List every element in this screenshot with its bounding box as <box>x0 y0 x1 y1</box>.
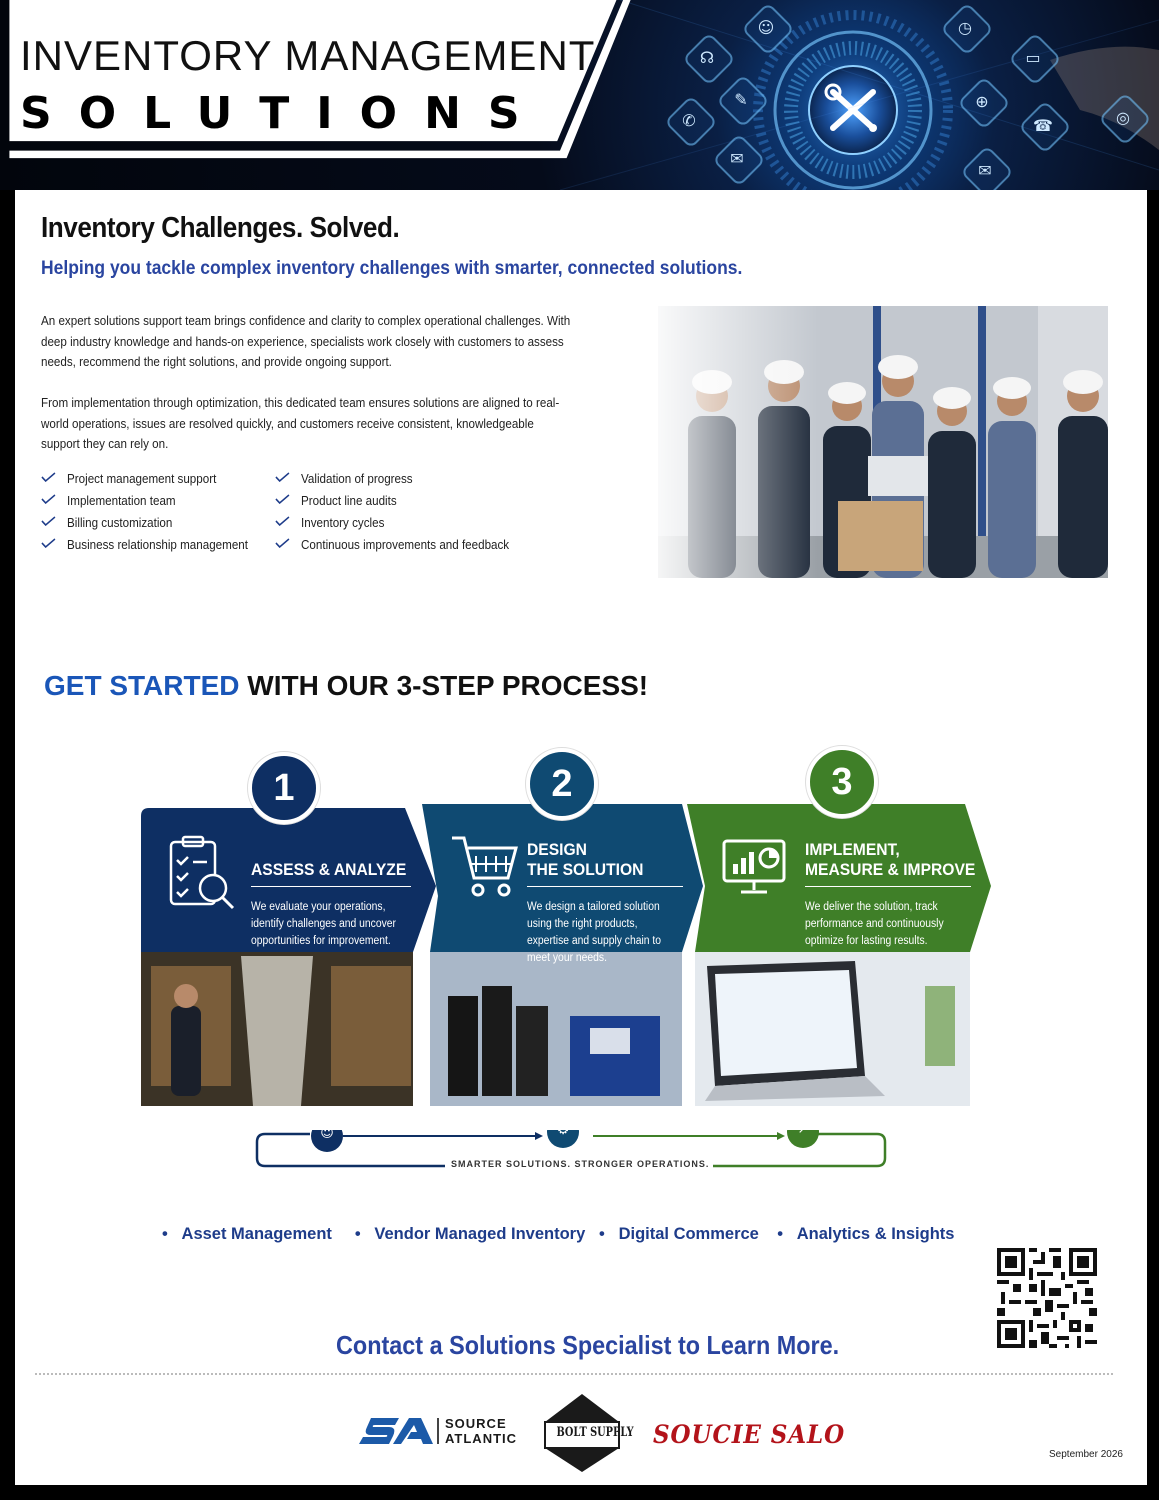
check-icon <box>41 516 56 526</box>
shopping-cart-icon <box>450 832 520 902</box>
checklist-label: Continuous improvements and feedback <box>301 538 510 552</box>
service-bullet: • <box>162 1225 182 1243</box>
service-item: Analytics & Insights <box>796 1225 955 1243</box>
checklist-item <box>41 472 216 486</box>
check-icon <box>275 538 290 548</box>
bolt-supply-logo <box>543 1392 634 1479</box>
service-item: Asset Management <box>181 1225 332 1243</box>
step-title: IMPLEMENT, <box>805 840 900 859</box>
intro-paragraph-2: From implementation through optimization, this dedicated team ensures solutions are aligned to real-world operations, issues are resolved quickly, and customers receive consistent, knowledgeable support they can rely on. <box>41 396 560 451</box>
step-title: ASSESS & ANALYZE <box>251 860 407 879</box>
process-heading-accent: GET STARTED <box>44 670 240 701</box>
dotted-divider <box>35 1373 1113 1375</box>
service-bullet: • <box>589 1225 619 1243</box>
checklist-item <box>275 494 397 508</box>
source-atlantic-wordmark <box>445 1416 517 1446</box>
process-step-3 <box>685 756 995 1106</box>
publication-date: September 2026 <box>1049 1449 1123 1460</box>
globe-icon: ⊕ <box>975 91 989 111</box>
process-heading-rest: WITH OUR 3-STEP PROCESS! <box>239 670 649 701</box>
team-icon: ☺ <box>320 1126 334 1141</box>
process-flow-line <box>255 1122 887 1169</box>
step-description: We design a tailored solution using the right products, expertise and supply chain to meet your needs. <box>527 901 662 964</box>
process-step-2 <box>420 756 715 1106</box>
intro-subheading: Helping you tackle complex inventory challenges with smarter, connected solutions. <box>41 258 743 279</box>
service-bullet: • <box>763 1225 797 1243</box>
logo-divider <box>437 1418 439 1444</box>
check-icon <box>275 516 290 526</box>
checklist-label: Product line audits <box>301 494 397 508</box>
support-agent-icon: ☎ <box>1033 115 1053 135</box>
growth-chart-icon: ↗ <box>797 1122 809 1137</box>
step-divider <box>805 886 971 887</box>
checklist-label: Billing customization <box>67 516 173 530</box>
logo-text-line1: SOURCE <box>445 1416 507 1431</box>
process-step-1 <box>141 756 441 1106</box>
bolt-supply-wordmark: BOLT SUPPLY <box>556 1425 634 1440</box>
qr-code[interactable] <box>997 1248 1097 1348</box>
step-title-line2: THE SOLUTION <box>527 860 644 879</box>
intro-paragraph-1: An expert solutions support team brings confidence and clarity to complex operational challenges. With deep industry knowledge and hands-on experience, specialists work closely with customers to assess needs, recommend the right solutions, and provide ongoing support. <box>41 314 571 369</box>
step-number-badge: 3 <box>806 746 878 818</box>
checklist-item <box>275 472 413 486</box>
hero-banner <box>0 0 1159 190</box>
service-item: Vendor Managed Inventory <box>374 1225 586 1243</box>
target-icon: ◎ <box>1116 107 1130 127</box>
checklist-label: Project management support <box>67 472 217 486</box>
process-heading <box>44 670 648 702</box>
checklist-label: Validation of progress <box>301 472 413 486</box>
checklist-label: Implementation team <box>67 494 176 508</box>
contact-cta: Contact a Solutions Specialist to Learn More. <box>336 1330 840 1360</box>
step-number-badge: 2 <box>526 748 598 820</box>
gear-icon: ⚙ <box>556 1122 570 1138</box>
chat-icon: ✎ <box>734 89 748 109</box>
headset-icon: ☊ <box>699 47 715 67</box>
process-tagline: SMARTER SOLUTIONS. STRONGER OPERATIONS. <box>451 1159 710 1169</box>
step-description: We deliver the solution, track performance and continuously optimize for lasting results. <box>805 901 944 947</box>
check-icon <box>41 494 56 504</box>
intro-heading: Inventory Challenges. Solved. <box>41 212 400 244</box>
step-divider <box>251 886 411 887</box>
checklist-label: Business relationship management <box>67 538 248 552</box>
page-title-line2: SOLUTIONS <box>20 88 547 139</box>
services-list <box>162 1225 954 1244</box>
step-divider <box>527 886 683 887</box>
clipboard-analysis-icon <box>165 834 245 920</box>
sa-logo-mark <box>359 1416 435 1446</box>
step-title-line2: MEASURE & IMPROVE <box>805 860 976 879</box>
checklist-item <box>41 516 172 530</box>
content-card <box>15 190 1147 1485</box>
step-number-badge: 1 <box>248 752 320 824</box>
page-title-line1: INVENTORY MANAGEMENT <box>20 32 596 79</box>
mail-icon: ✉ <box>730 148 744 168</box>
check-icon <box>41 472 56 482</box>
step-description: We evaluate your operations, identify challenges and uncover opportunities for improvement. <box>251 901 396 947</box>
checklist-item <box>275 516 384 530</box>
check-icon <box>275 494 290 504</box>
check-icon <box>275 472 290 482</box>
logo-text-line2: ATLANTIC <box>445 1431 518 1446</box>
clock-icon: ◷ <box>958 17 972 37</box>
user-screen-icon: ☺ <box>757 17 775 37</box>
monitor-chart-icon <box>721 838 791 900</box>
service-bullet: • <box>336 1225 375 1243</box>
message-icon: ▭ <box>1025 47 1041 67</box>
checklist-item <box>41 538 248 552</box>
checklist-item <box>41 494 176 508</box>
envelope-icon: ✉ <box>978 160 992 180</box>
phone-icon: ✆ <box>682 110 696 130</box>
soucie-salo-logo: SOUCIE SALO <box>653 1420 846 1449</box>
step-title: DESIGN <box>527 840 587 859</box>
check-icon <box>41 538 56 548</box>
checklist-label: Inventory cycles <box>301 516 385 530</box>
checklist-item <box>275 538 509 552</box>
team-photo <box>658 306 1108 578</box>
service-item: Digital Commerce <box>618 1225 759 1243</box>
